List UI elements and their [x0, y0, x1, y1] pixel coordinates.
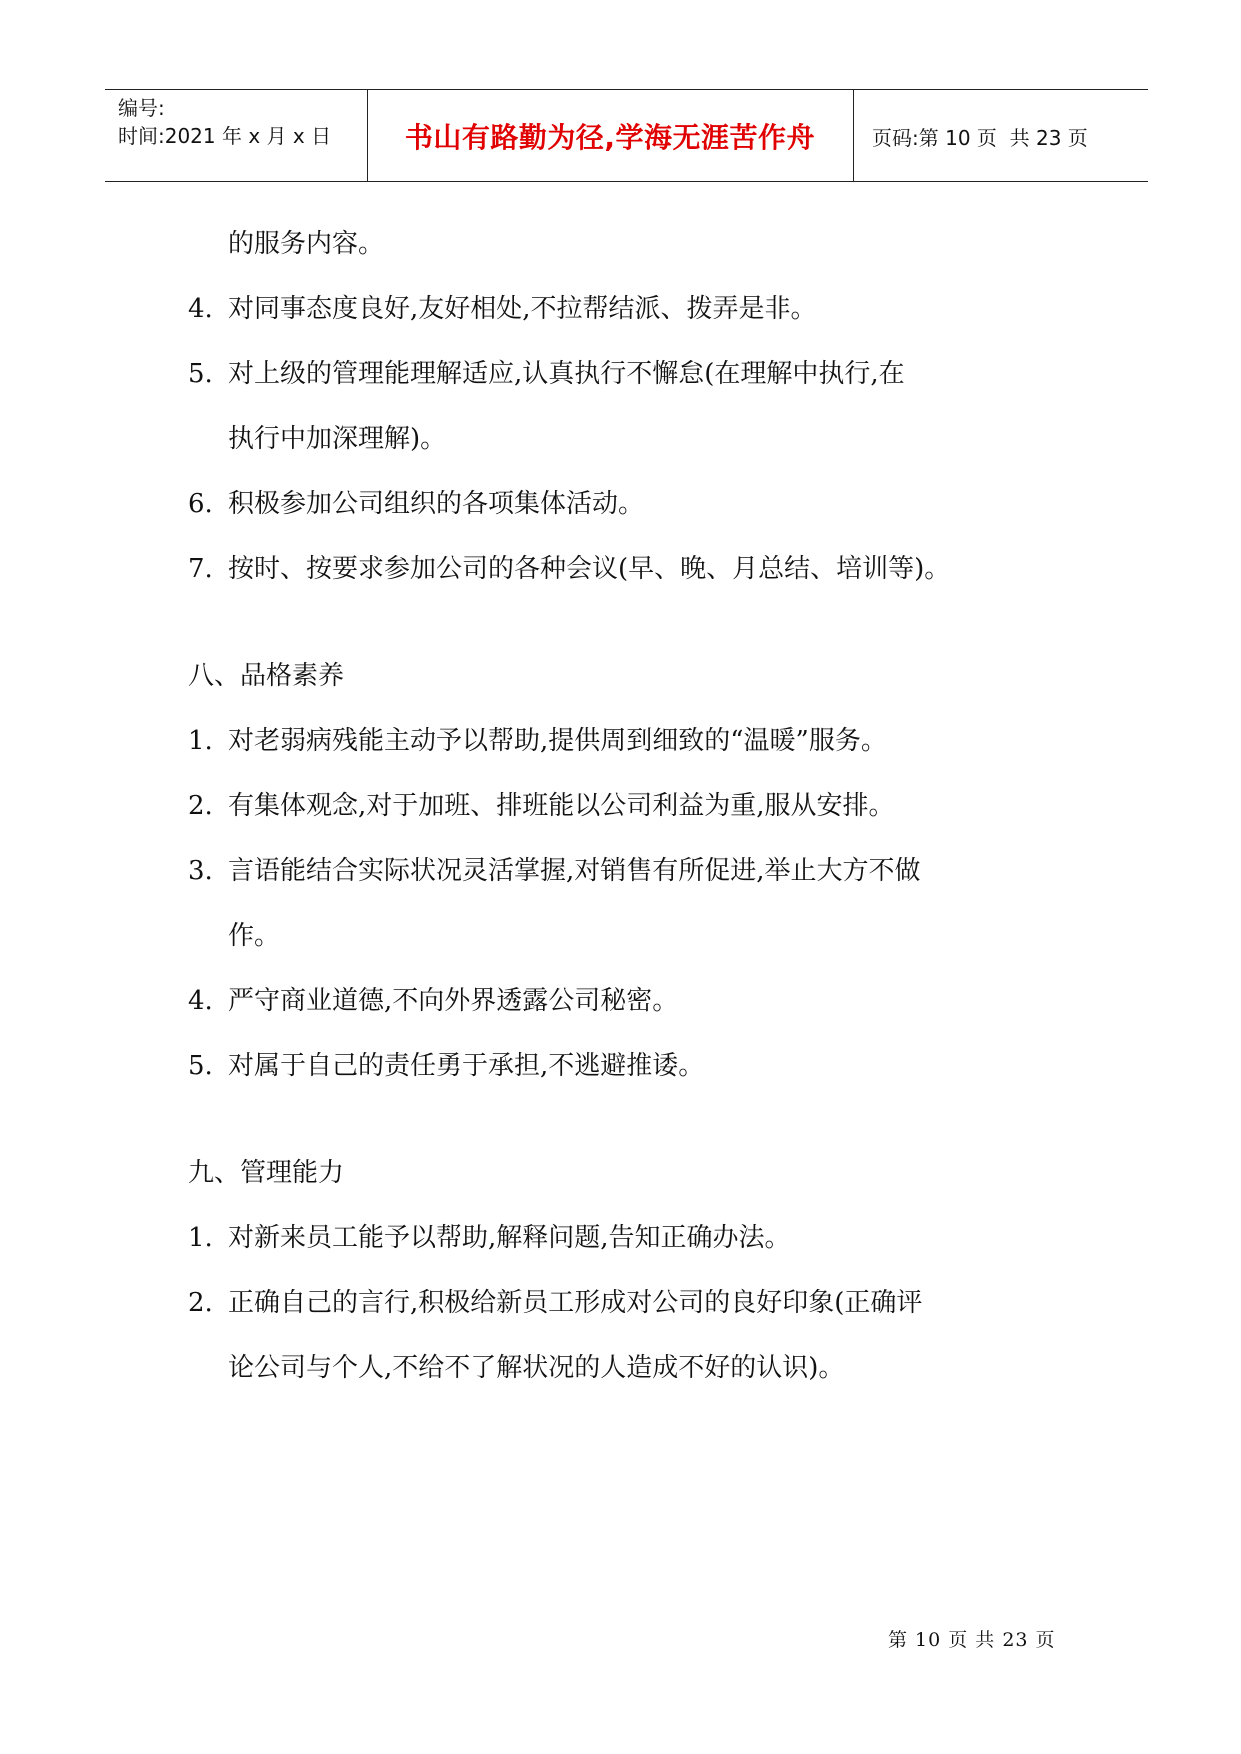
document-time-label: 时间:2021 年 x 月 x 日 — [118, 124, 332, 148]
list-item — [188, 277, 1068, 342]
header-page-label: 页码:第 10 页 共 23 页 — [872, 125, 1088, 150]
continuation-line: 论公司与个人,不给不了解状况的人造成不好的认识)。 — [228, 1353, 845, 1383]
list-item-number: 5. — [188, 1051, 213, 1081]
list-item — [188, 839, 1068, 904]
list-item — [188, 1206, 1068, 1271]
continuation-line: 作。 — [228, 921, 281, 951]
list-item-number: 7. — [188, 554, 213, 584]
list-item-number: 3. — [188, 856, 213, 886]
list-item-text: 积极参加公司组织的各项集体活动。 — [228, 489, 645, 519]
list-item — [188, 342, 1068, 407]
list-item-text: 对上级的管理能理解适应,认真执行不懈怠(在理解中执行,在 — [228, 359, 905, 389]
document-number-label: 编号: — [118, 96, 165, 120]
header-motto: 书山有路勤为径,学海无涯苦作舟 — [404, 121, 816, 154]
list-item-text: 对老弱病残能主动予以帮助,提供周到细致的“温暖”服务。 — [228, 726, 887, 756]
list-item-number: 1. — [188, 1223, 213, 1253]
list-item-number: 1. — [188, 726, 213, 756]
list-item — [188, 1034, 1068, 1099]
continuation-line: 的服务内容。 — [228, 229, 385, 259]
list-item — [188, 1271, 1068, 1336]
header-divider-right — [853, 90, 854, 182]
section-heading: 八、品格素养 — [188, 661, 345, 691]
list-item — [188, 969, 1068, 1034]
list-item-text: 言语能结合实际状况灵活掌握,对销售有所促进,举止大方不做 — [228, 856, 921, 886]
list-item-text: 对属于自己的责任勇于承担,不逃避推诿。 — [228, 1051, 705, 1081]
section-spacer — [188, 1099, 1068, 1141]
list-item-number: 4. — [188, 294, 213, 324]
list-item — [188, 709, 1068, 774]
list-item-text: 严守商业道德,不向外界透露公司秘密。 — [228, 986, 679, 1016]
list-item-text: 对新来员工能予以帮助,解释问题,告知正确办法。 — [228, 1223, 791, 1253]
page-header — [105, 89, 1148, 182]
list-item-text: 正确自己的言行,积极给新员工形成对公司的良好印象(正确评 — [228, 1288, 923, 1318]
list-item-number: 6. — [188, 489, 213, 519]
list-item-text: 对同事态度良好,友好相处,不拉帮结派、拨弄是非。 — [228, 294, 817, 324]
continuation-line: 执行中加深理解)。 — [228, 424, 447, 454]
section-heading: 九、管理能力 — [188, 1158, 345, 1188]
list-item-number: 5. — [188, 359, 213, 389]
section-spacer — [188, 602, 1068, 644]
list-item-number: 2. — [188, 791, 213, 821]
page-footer: 第 10 页 共 23 页 — [888, 1629, 1056, 1651]
list-item — [188, 774, 1068, 839]
document-body — [188, 212, 1068, 1401]
list-item-number: 2. — [188, 1288, 213, 1318]
list-item-text: 有集体观念,对于加班、排班能以公司利益为重,服从安排。 — [228, 791, 895, 821]
list-item — [188, 537, 1068, 602]
header-meta — [118, 94, 368, 150]
list-item — [188, 472, 1068, 537]
list-item-text: 按时、按要求参加公司的各种会议(早、晚、月总结、培训等)。 — [228, 554, 951, 584]
list-item-number: 4. — [188, 986, 213, 1016]
